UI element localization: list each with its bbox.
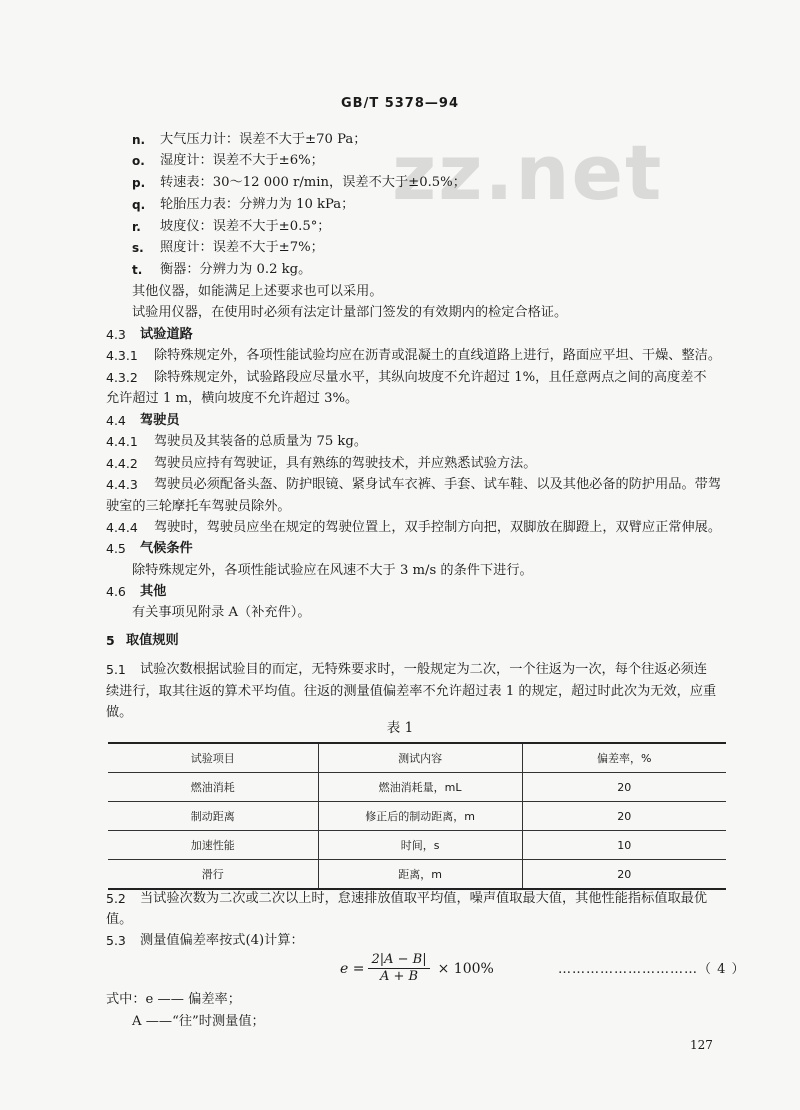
paragraph: 值。 — [106, 912, 133, 927]
section-number: 4.5 — [106, 541, 126, 556]
list-item: 衡器：分辨力为 0.2 kg。 — [160, 262, 312, 277]
table-cell: 20 — [522, 802, 726, 831]
list-item: 坡度仪：误差不大于±0.5°； — [160, 219, 331, 234]
table-cell: 滑行 — [108, 860, 318, 890]
formula-denominator: A + B — [379, 969, 419, 984]
section-number: 4.6 — [106, 584, 126, 599]
table-header-row — [108, 743, 726, 773]
paragraph: 续进行，取其往返的算术平均值。往返的测量值偏差率不允许超过表 1 的规定，超过时此次为无效，应重 — [106, 684, 717, 699]
list-item: 照度计：误差不大于±7%； — [160, 240, 324, 255]
paragraph: 允许超过 1 m，横向坡度不允许超过 3%。 — [106, 391, 359, 406]
table-row — [108, 860, 726, 890]
paragraph: 有关事项见附录 A（补充件）。 — [132, 605, 311, 620]
watermark: zz.net — [392, 128, 664, 217]
paragraph: 做。 — [106, 705, 133, 720]
formula-fraction — [368, 952, 429, 985]
table-cell: 燃油消耗量，mL — [318, 773, 522, 802]
table-1 — [108, 742, 726, 890]
paragraph: 试验用仪器，在使用时必须有法定计量部门签发的有效期内的检定合格证。 — [132, 305, 568, 320]
section-title: 其他 — [140, 584, 167, 599]
list-item: 大气压力计：误差不大于±70 Pa； — [160, 132, 367, 147]
table-row — [108, 831, 726, 860]
list-item: 湿度计：误差不大于±6%； — [160, 153, 324, 168]
list-item-letter: o. — [132, 154, 145, 168]
paragraph: 除特殊规定外，各项性能试验应在风速不大于 3 m/s 的条件下进行。 — [132, 563, 533, 578]
paragraph: 驾驶员应持有驾驶证，具有熟练的驾驶技术，并应熟悉试验方法。 — [154, 456, 537, 471]
formula-4 — [340, 952, 494, 985]
list-item-letter: q. — [132, 198, 146, 212]
table-cell: 距离，m — [318, 860, 522, 890]
table-row — [108, 802, 726, 831]
paragraph: 除特殊规定外，试验路段应尽量水平，其纵向坡度不允许超过 1%，且任意两点之间的高度差不 — [154, 370, 707, 385]
section-title: 试验道路 — [140, 327, 193, 342]
equation-number: …………………………（ 4 ） — [558, 962, 746, 977]
column-header: 试验项目 — [108, 743, 318, 773]
formula-lhs: e = — [340, 960, 365, 977]
column-header: 偏差率，% — [522, 743, 726, 773]
column-header: 测试内容 — [318, 743, 522, 773]
paragraph: 测量值偏差率按式(4)计算： — [140, 933, 304, 948]
paragraph: 驾驶员必须配备头盔、防护眼镜、紧身试车衣裤、手套、试车鞋、以及其他必备的防护用品。带驾 — [154, 477, 722, 492]
section-number: 5 — [106, 633, 115, 648]
page-header: GB/T 5378—94 — [341, 96, 459, 111]
where-clause: A ——“往”时测量值； — [132, 1014, 265, 1029]
paragraph: 除特殊规定外，各项性能试验均应在沥青或混凝土的直线道路上进行，路面应平坦、干燥、整洁。 — [154, 348, 722, 363]
table-cell: 制动距离 — [108, 802, 318, 831]
paragraph: 驾驶时，驾驶员应坐在规定的驾驶位置上，双手控制方向把，双脚放在脚蹬上，双臂应正常伸展。 — [154, 520, 722, 535]
table-cell: 修正后的制动距离，m — [318, 802, 522, 831]
section-number: 4.4.3 — [106, 477, 138, 492]
where-clause: 式中：e —— 偏差率； — [106, 992, 241, 1007]
section-number: 4.4.1 — [106, 434, 138, 449]
list-item: 转速表：30～12 000 r/min，误差不大于±0.5%； — [160, 175, 466, 190]
paragraph: 驶室的三轮摩托车驾驶员除外。 — [106, 499, 291, 514]
section-number: 4.4.4 — [106, 520, 138, 535]
paragraph: 当试验次数为二次或二次以上时，怠速排放值取平均值，噪声值取最大值，其他性能指标值取最优 — [140, 891, 708, 906]
table-cell: 20 — [522, 860, 726, 890]
table-cell: 加速性能 — [108, 831, 318, 860]
list-item-letter: s. — [132, 241, 144, 255]
table-caption: 表 1 — [386, 720, 414, 736]
table-cell: 10 — [522, 831, 726, 860]
section-number: 4.3.2 — [106, 370, 138, 385]
list-item-letter: t. — [132, 263, 143, 277]
section-number: 4.3 — [106, 327, 126, 342]
section-number: 5.2 — [106, 891, 126, 906]
section-title: 取值规则 — [126, 633, 179, 648]
formula-tail: × 100% — [437, 960, 494, 977]
paragraph: 其他仪器，如能满足上述要求也可以采用。 — [132, 284, 383, 299]
list-item-letter: r. — [132, 220, 141, 234]
section-title: 驾驶员 — [140, 413, 180, 428]
section-number: 4.4 — [106, 413, 126, 428]
paragraph: 试验次数根据试验目的而定，无特殊要求时，一般规定为二次，一个往返为一次，每个往返必须连 — [140, 662, 708, 677]
table-cell: 20 — [522, 773, 726, 802]
page-number: 127 — [690, 1038, 713, 1052]
section-number: 4.3.1 — [106, 348, 138, 363]
section-number: 5.1 — [106, 662, 126, 677]
table-cell: 燃油消耗 — [108, 773, 318, 802]
section-number: 5.3 — [106, 933, 126, 948]
table-row — [108, 773, 726, 802]
section-title: 气候条件 — [140, 541, 193, 556]
list-item: 轮胎压力表：分辨力为 10 kPa； — [160, 197, 355, 212]
section-number: 4.4.2 — [106, 456, 138, 471]
paragraph: 驾驶员及其装备的总质量为 75 kg。 — [154, 434, 368, 449]
table-cell: 时间，s — [318, 831, 522, 860]
formula-numerator: 2|A − B| — [368, 952, 429, 969]
list-item-letter: n. — [132, 133, 146, 147]
list-item-letter: p. — [132, 176, 146, 190]
